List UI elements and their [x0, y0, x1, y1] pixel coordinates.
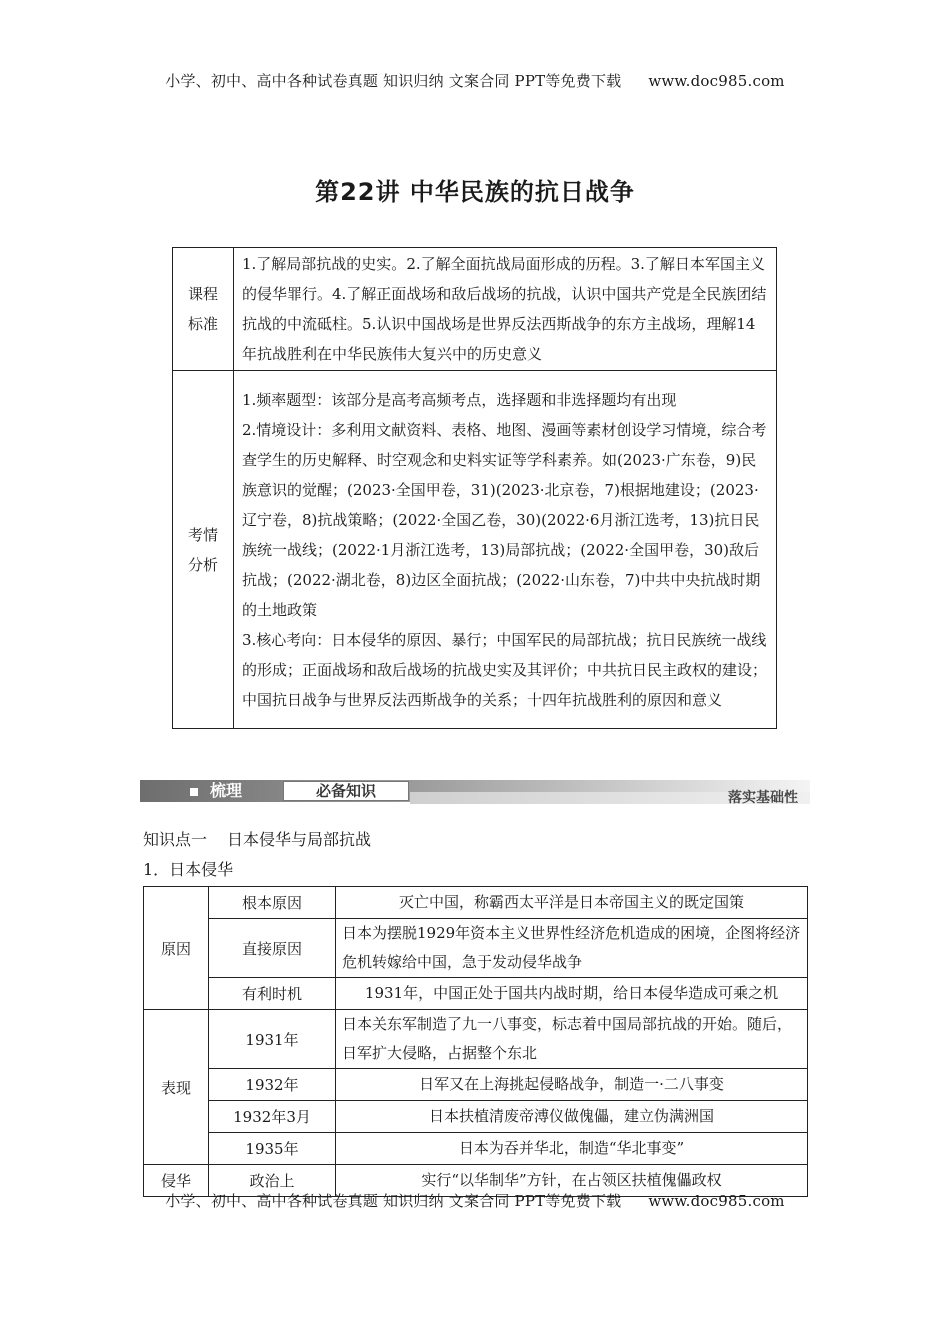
invasion-aspect: 政治上: [209, 1165, 336, 1197]
manifestation-text: 日本关东军制造了九一八事变，标志着中国局部抗战的开始。随后，日军扩大侵略，占据整个东北: [336, 1010, 808, 1069]
manifestation-year: 1932年3月: [209, 1101, 336, 1133]
cause-text: 灭亡中国，称霸西太平洋是日本帝国主义的既定国策: [336, 887, 808, 919]
cause-name: 根本原因: [209, 887, 336, 919]
page-header: [0, 70, 950, 91]
course-standard-label: 课程标准: [173, 248, 234, 371]
manifestation-text: 日军又在上海挑起侵略战争，制造一·二八事变: [336, 1069, 808, 1101]
manifestation-year: 1932年: [209, 1069, 336, 1101]
manifestation-year: 1931年: [209, 1010, 336, 1069]
knowledge-point-heading: [143, 827, 371, 850]
cause-label: 原因: [144, 887, 209, 1010]
exam-analysis-text: [234, 371, 777, 729]
manifestation-text: 日本扶植清废帝溥仪做傀儡，建立伪满洲国: [336, 1101, 808, 1133]
banner-right-tag: 落实基础性: [728, 790, 798, 806]
footer-left-text: 小学、初中、高中各种试卷真题 知识归纳 文案合同 PPT等免费下载: [165, 1192, 622, 1210]
section-banner: [140, 778, 810, 806]
knowledge-point-number: 知识点一: [143, 830, 208, 849]
exam-frequency: 1.频率题型：该部分是高考高频考点，选择题和非选择题均有出现: [242, 390, 677, 409]
manifestation-text: 日本为吞并华北，制造“华北事变”: [336, 1133, 808, 1165]
invasion-text: 实行“以华制华”方针，在占领区扶植傀儡政权: [336, 1165, 808, 1197]
knowledge-point-title: 日本侵华与局部抗战: [227, 830, 372, 849]
cause-name: 直接原因: [209, 919, 336, 978]
manifestation-label: 表现: [144, 1010, 209, 1165]
exam-core-direction: 3.核心考向：日本侵华的原因、暴行；中国军民的局部抗战；抗日民族统一战线的形成；正面战场和敌后战场的抗战史实及其评价；中共抗日民主政权的建设；中国抗日战争与世界反法西斯战争的关系；十四年抗战胜利的原因和意义: [242, 630, 768, 709]
header-left-text: 小学、初中、高中各种试卷真题 知识归纳 文案合同 PPT等免费下载: [165, 72, 622, 90]
invasion-label: 侵华: [144, 1165, 209, 1197]
footer-website: www.doc985.com: [648, 1192, 785, 1210]
exam-analysis-label: 考情分析: [173, 371, 234, 729]
banner-middle-tag: 必备知识: [283, 781, 409, 801]
header-website: www.doc985.com: [648, 72, 785, 90]
lesson-title: 第22讲 中华民族的抗日战争: [315, 178, 635, 206]
cause-name: 有利时机: [209, 978, 336, 1010]
page-footer: [0, 1190, 950, 1211]
manifestation-year: 1935年: [209, 1133, 336, 1165]
invasion-table: [143, 886, 808, 1197]
curriculum-table: [172, 247, 777, 729]
exam-context-design: 2.情境设计：多利用文献资料、表格、地图、漫画等素材创设学习情境，综合考查学生的历史解释、时空观念和史料实证等学科素养。如(2023·广东卷，9)民族意识的觉醒；(2023·全国甲卷，31)(2023·北京卷，7)根据地建设；(2023·辽宁卷，8)抗战策略；(2022·全国乙卷，30)(2022·6月浙江选考，13)抗日民族统一战线；(2022·1月浙江选考，13)局部抗战；(2022·全国甲卷，30)敌后抗战；(2022·湖北卷，8)边区全面抗战；(2022·山东卷，7)中共中央抗战时期的土地政策: [242, 420, 767, 619]
sub-heading: 1．日本侵华: [143, 860, 234, 879]
cause-text: 日本为摆脱1929年资本主义世界性经济危机造成的困境，企图将经济危机转嫁给中国，急于发动侵华战争: [336, 919, 808, 978]
square-bullet-icon: [190, 788, 198, 796]
course-standard-text: 1.了解局部抗战的史实。2.了解全面抗战局面形成的历程。3.了解日本军国主义的侵华罪行。4.了解正面战场和敌后战场的抗战，认识中国共产党是全民族团结抗战的中流砥柱。5.认识中国战场是世界反法西斯战争的东方主战场，理解14年抗战胜利在中华民族伟大复兴中的历史意义: [234, 248, 777, 371]
banner-left-tag: 梳理: [190, 780, 242, 802]
cause-text: 1931年，中国正处于国共内战时期，给日本侵华造成可乘之机: [336, 978, 808, 1010]
